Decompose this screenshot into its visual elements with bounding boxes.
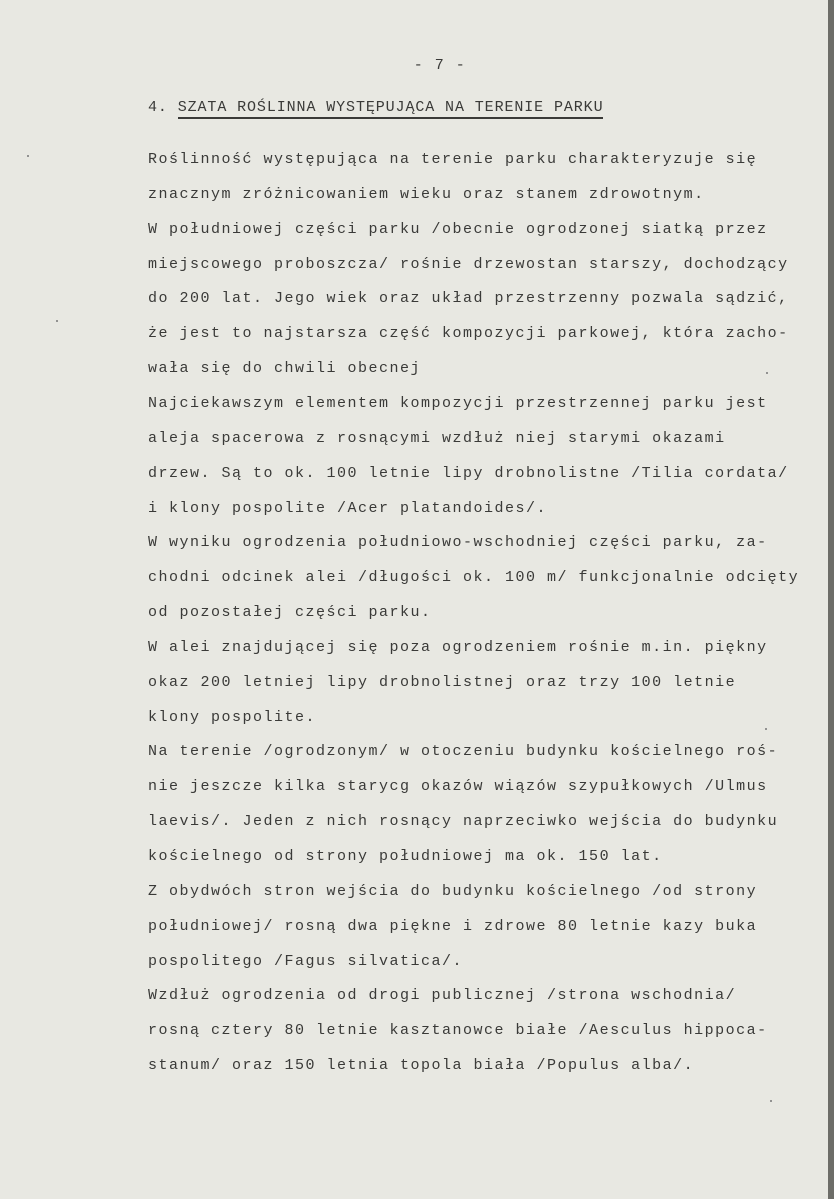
scan-speck [27,155,29,157]
scan-speck [770,1100,772,1102]
text-line: do 200 lat. Jego wiek oraz układ przestrzenny pozwala sądzić, [148,290,789,308]
text-line: Na terenie /ogrodzonym/ w otoczeniu budynku kościelnego roś- [148,743,779,761]
text-line: laevis/. Jeden z nich rosnący naprzeciwko wejścia do budynku [148,813,779,831]
text-line: Wzdłuż ogrodzenia od drogi publicznej /strona wschodnia/ [148,987,737,1005]
scan-speck [765,728,767,730]
section-heading [148,99,603,116]
scan-speck [766,372,768,374]
page-number: - 7 - [413,57,467,74]
section-number: 4. [148,99,168,116]
section-title: SZATA ROŚLINNA WYSTĘPUJĄCA NA TERENIE PARKU [178,99,604,119]
text-line: drzew. Są to ok. 100 letnie lipy drobnolistne /Tilia cordata/ [148,464,789,482]
text-line: że jest to najstarsza część kompozycji parkowej, która zacho- [148,325,789,343]
text-line: aleja spacerowa z rosnącymi wzdłuż niej starymi okazami [148,429,726,447]
text-line: okaz 200 letniej lipy drobnolistnej oraz trzy 100 letnie [148,673,737,691]
text-line: wała się do chwili obecnej [148,360,422,378]
text-line: W wyniku ogrodzenia południowo-wschodniej części parku, za- [148,534,768,552]
text-line: stanum/ oraz 150 letnia topola biała /Populus alba/. [148,1057,695,1075]
text-line: Roślinność występująca na terenie parku charakteryzuje się [148,151,758,168]
text-line: kościelnego od strony południowej ma ok. 150 lat. [148,848,663,865]
text-line: pospolitego /Fagus silvatica/. [148,952,464,970]
scan-speck [56,320,58,322]
text-line: chodni odcinek alei /długości ok. 100 m/ funkcjonalnie odcięty [148,569,800,587]
text-line: Z obydwóch stron wejścia do budynku kościelnego /od strony [148,882,758,900]
scan-edge [828,0,834,1199]
text-line: od pozostałej części parku. [148,604,432,622]
text-line: Najciekawszym elementem kompozycji przestrzennej parku jest [148,394,768,412]
text-line: znacznym zróżnicowaniem wieku oraz stanem zdrowotnym. [148,185,705,203]
text-line: miejscowego proboszcza/ rośnie drzewostan starszy, dochodzący [148,255,789,273]
text-line: południowej/ rosną dwa piękne i zdrowe 80 letnie kazy buka [148,917,758,935]
text-line: rosną cztery 80 letnie kasztanowce białe /Aesculus hippoca- [148,1022,768,1040]
text-line: W alei znajdującej się poza ogrodzeniem rośnie m.in. piękny [148,638,768,656]
text-line: i klony pospolite /Acer platandoides/. [148,499,548,517]
text-line: W południowej części parku /obecnie ogrodzonej siatką przez [148,220,768,238]
text-line: nie jeszcze kilka starycg okazów wiązów szypułkowych /Ulmus [148,778,768,796]
text-line: klony pospolite. [148,708,317,726]
